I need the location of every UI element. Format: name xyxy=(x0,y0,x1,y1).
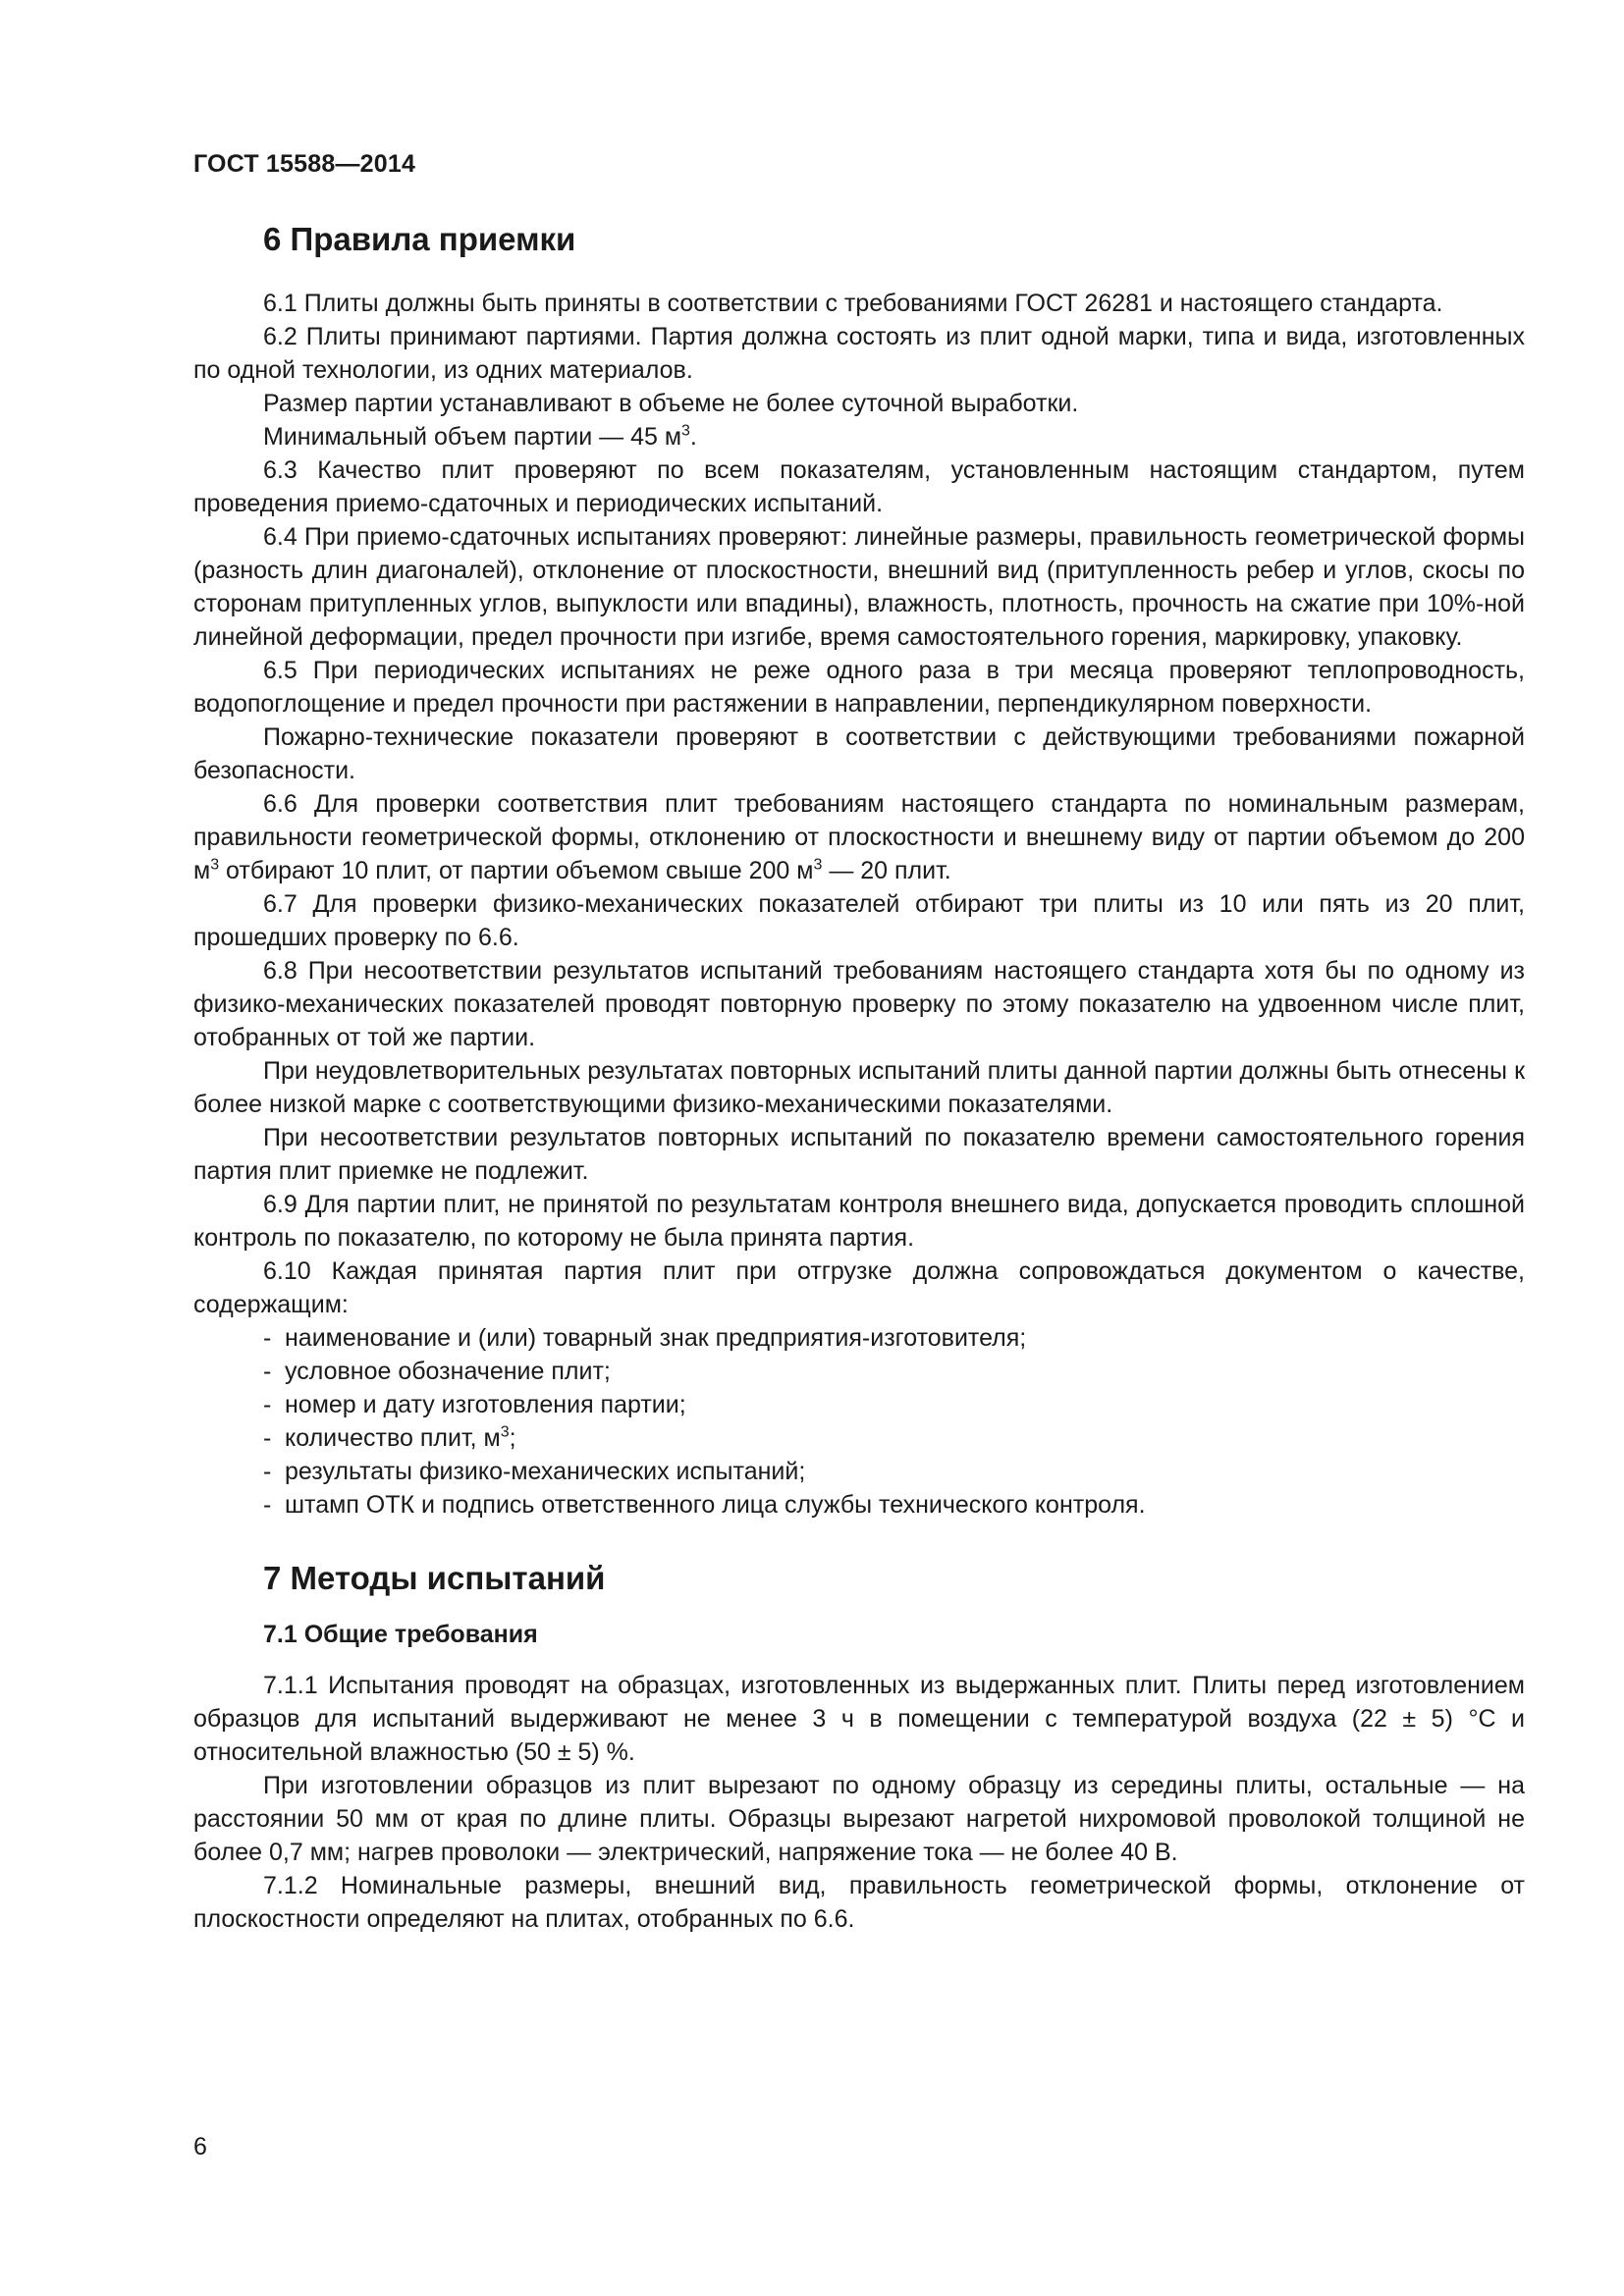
paragraph-6-4: 6.4 При приемо-сдаточных испытаниях проверяют: линейные размеры, правильность геометрической формы (разность длин диагоналей), отклонение от плоскостности, внешний вид (притупленность ребер и углов, скосы по сторонам притупленных углов, выпуклости или впадины), влажность, плотность, прочность на сжатие при 10%-ной линейной деформации, предел прочности при изгибе, время самостоятельного горения, маркировку, упаковку. xyxy=(193,523,1525,651)
list-text: условное обозначение плит; xyxy=(285,1358,611,1385)
list-item xyxy=(193,1455,1525,1488)
paragraph-6-8: 6.8 При несоответствии результатов испытаний требованиям настоящего стандарта хотя бы по одному из физико-механических показателей проводят повторную проверку по этому показателю на удвоенном числе плит, отобранных от той же партии. xyxy=(193,957,1525,1051)
list-text: наименование и (или) товарный знак предприятия-изготовителя; xyxy=(285,1324,1027,1352)
list-item xyxy=(193,1355,1525,1388)
list-dash: - xyxy=(263,1391,272,1418)
paragraph-6-2-batch-size: Размер партии устанавливают в объеме не более суточной выработки. xyxy=(263,390,1079,417)
superscript: 3 xyxy=(500,1423,510,1441)
superscript: 3 xyxy=(813,856,823,874)
document-code: ГОСТ 15588—2014 xyxy=(193,150,416,178)
paragraph-6-2: 6.2 Плиты принимают партиями. Партия должна состоять из плит одной марки, типа и вида, изготовленных по одной технологии, из одних материалов. xyxy=(193,323,1525,384)
text: отбирают 10 плит, от партии объемом свыше 200 м xyxy=(219,857,814,884)
page-content xyxy=(193,218,1525,1936)
subsection-7-1-heading: 7.1 Общие требования xyxy=(263,1621,538,1648)
paragraph-6-5-fire: Пожарно-технические показатели проверяют в соответствии с действующими требованиями пожарной безопасности. xyxy=(193,723,1525,784)
paragraph-6-1: 6.1 Плиты должны быть приняты в соответствии с требованиями ГОСТ 26281 и настоящего стандарта. xyxy=(263,290,1443,317)
list-item xyxy=(193,1421,1525,1455)
list-dash: - xyxy=(263,1458,272,1485)
paragraph-6-9: 6.9 Для партии плит, не принятой по результатам контроля внешнего вида, допускается проводить сплошной контроль по показателю, по которому не была принята партия. xyxy=(193,1191,1525,1252)
list-item xyxy=(193,1488,1525,1522)
section-6-heading: 6 Правила приемки xyxy=(263,221,576,257)
list-dash: - xyxy=(263,1358,272,1385)
paragraph-6-2-min-volume xyxy=(193,420,1525,454)
list-text: количество плит, м xyxy=(285,1424,501,1452)
paragraph-7-1-2: 7.1.2 Номинальные размеры, внешний вид, правильность геометрической формы, отклонение от плоскостности определяют на плитах, отобранных по 6.6. xyxy=(193,1872,1525,1933)
page-number: 6 xyxy=(193,2133,207,2161)
list-item xyxy=(193,1321,1525,1355)
text: 6.6 Для проверки соответствия плит требованиям настоящего стандарта по номинальным размерам, правильности геометрической формы, отклонению от плоскостности и внешнему виду от партии объемом до 200 м xyxy=(193,790,1525,884)
paragraph-6-5: 6.5 При периодических испытаниях не реже одного раза в три месяца проверяют теплопроводность, водопоглощение и предел прочности при растяжении в направлении, перпендикулярном поверхности. xyxy=(193,657,1525,718)
section-7-heading: 7 Методы испытаний xyxy=(263,1560,606,1596)
superscript: 3 xyxy=(210,856,220,874)
text: . xyxy=(689,423,697,451)
quality-document-list xyxy=(193,1321,1525,1522)
list-text: результаты физико-механических испытаний; xyxy=(285,1458,806,1485)
list-dash: - xyxy=(263,1324,272,1352)
paragraph-6-7: 6.7 Для проверки физико-механических показателей отбирают три плиты из 10 или пять из 20 плит, прошедших проверку по 6.6. xyxy=(193,890,1525,951)
list-item xyxy=(193,1388,1525,1421)
list-dash: - xyxy=(263,1424,272,1452)
text: Минимальный объем партии — 45 м xyxy=(263,423,682,451)
list-text: ; xyxy=(509,1424,516,1452)
paragraph-7-1-1-samples: При изготовлении образцов из плит вырезают по одному образцу из середины плиты, остальные — на расстоянии 50 мм от края по длине плиты. Образцы вырезают нагретой нихромовой проволокой толщиной не более 0,7 мм; нагрев проволоки — электрический, напряжение тока — не более 40 В. xyxy=(193,1772,1525,1866)
paragraph-6-8-burning: При несоответствии результатов повторных испытаний по показателю времени самостоятельного горения партия плит приемке не подлежит. xyxy=(193,1124,1525,1185)
list-text: номер и дату изготовления партии; xyxy=(285,1391,686,1418)
paragraph-7-1-1: 7.1.1 Испытания проводят на образцах, изготовленных из выдержанных плит. Плиты перед изготовлением образцов для испытаний выдерживают не менее 3 ч в помещении с температурой воздуха (22 ± 5) °С и относительной влажностью (50 ± 5) %. xyxy=(193,1672,1525,1766)
list-dash: - xyxy=(263,1491,272,1519)
list-text: штамп ОТК и подпись ответственного лица службы технического контроля. xyxy=(285,1491,1146,1519)
paragraph-6-10: 6.10 Каждая принятая партия плит при отгрузке должна сопровождаться документом о качестве, содержащим: xyxy=(193,1257,1525,1318)
paragraph-6-6 xyxy=(193,787,1525,887)
text: — 20 плит. xyxy=(822,857,951,884)
paragraph-6-3: 6.3 Качество плит проверяют по всем показателям, установленным настоящим стандартом, путем проведения приемо-сдаточных и периодических испытаний. xyxy=(193,456,1525,517)
superscript: 3 xyxy=(681,422,690,440)
paragraph-6-8-retest: При неудовлетворительных результатах повторных испытаний плиты данной партии должны быть отнесены к более низкой марке с соответствующими физико-механическими показателями. xyxy=(193,1057,1525,1118)
